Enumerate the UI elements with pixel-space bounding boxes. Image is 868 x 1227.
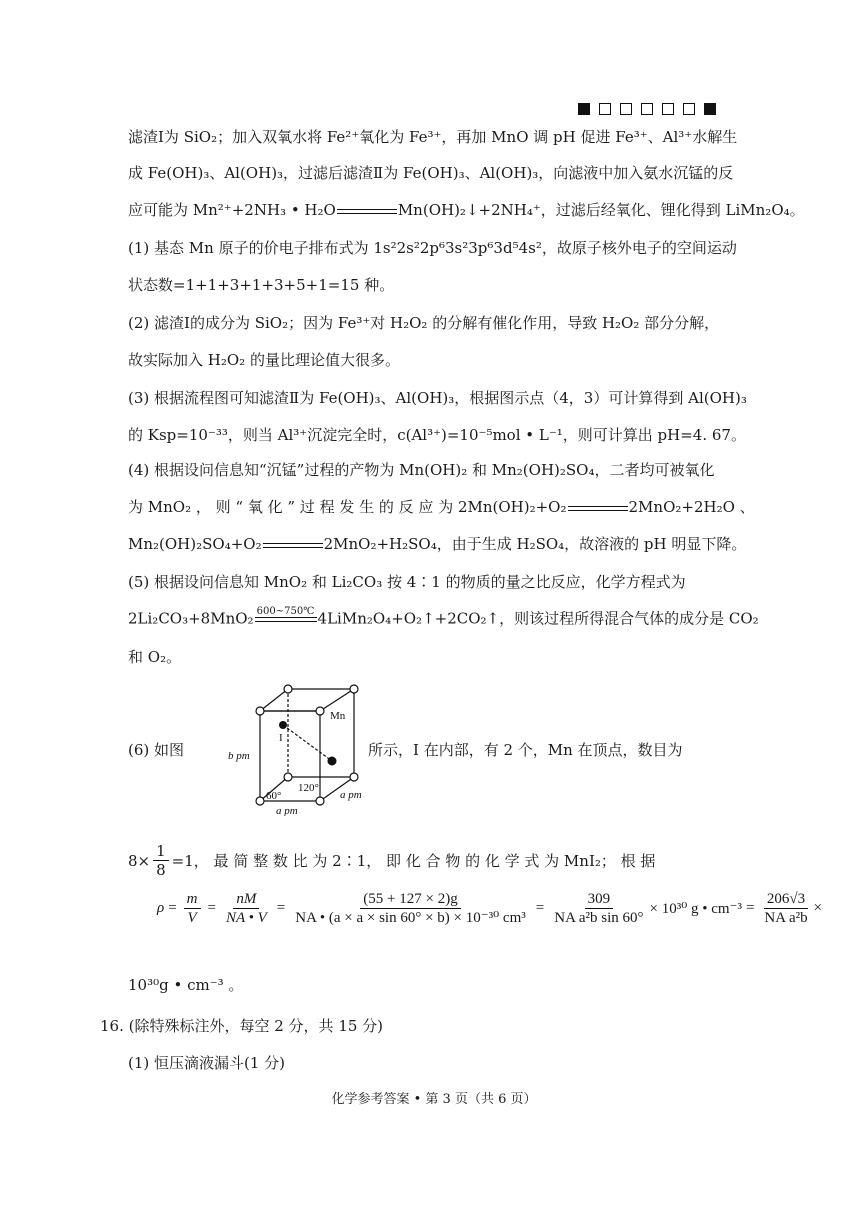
text-line: (6) 如图 — [128, 741, 185, 759]
reaction-condition: 600~750℃ — [255, 606, 317, 633]
marker-square — [599, 103, 611, 115]
text-line: 成 Fe(OH)₃、Al(OH)₃，过滤后滤渣Ⅱ为 Fe(OH)₃、Al(OH)₃，向滤液中加入氨水沉锰的反 — [128, 164, 734, 182]
density-formula: ρ = $\frac{m}{V}$ = $\frac{nM}{NA • V}$ = $\frac{(55 + 127 \times 2)g}{\text{NA • (a × a × sin 60° × b) × 10⁻³⁰ cm³}}$ = $\frac{309}{\text{NA a²b sin 60°}}$ × 10³⁰ g • cm⁻³ = $\frac{206√3}{\text{NA a²b}}$ × — [157, 891, 823, 926]
text-line — [128, 534, 746, 554]
label-i: I — [279, 732, 283, 744]
equals-bar — [263, 543, 323, 548]
label-angle-120: 120° — [298, 782, 319, 794]
text-line: (4) 根据设问信息知“沉锰”过程的产物为 Mn(OH)₂ 和 Mn₂(OH)₂SO₄，二者均可被氧化 — [128, 461, 715, 479]
fraction-nm-over-nav: $\frac{nM}{NA • V}$ — [225, 891, 267, 926]
fraction-mass-over-volume: $\frac{(55 + 127 \times 2)g}{\text{NA • (a × a × sin 60° × b) × 10⁻³⁰ cm³}}$ — [295, 891, 526, 926]
fraction-309: $\frac{309}{\text{NA a²b sin 60°}}$ — [554, 891, 644, 926]
equation-left: Mn₂(OH)₂SO₄+O₂ — [128, 535, 262, 553]
label-a-side: a pm — [340, 789, 362, 801]
text-line: (1) 恒压滴液漏斗(1 分) — [128, 1054, 286, 1072]
equals-bar — [337, 209, 397, 214]
marker-square — [620, 103, 632, 115]
iodine-atom-1 — [279, 721, 287, 729]
marker-square-filled — [704, 103, 716, 115]
equation-right: 4LiMn₂O₄+O₂↑+2CO₂↑，则该过程所得混合气体的成分是 CO₂ — [317, 609, 759, 628]
equals-bar — [568, 506, 628, 511]
equation-right: 2MnO₂+2H₂O 、 — [628, 498, 755, 516]
crystal-cell-diagram — [228, 681, 368, 816]
equation-right: 2MnO₂+H₂SO₄，由于生成 H₂SO₄，故溶液的 pH 明显下降。 — [323, 535, 747, 553]
equation-right: Mn(OH)₂↓+2NH₄⁺，过滤后经氧化、锂化得到 LiMn₂O₄。 — [397, 201, 805, 219]
text-line: (2) 滤渣Ⅰ的成分为 SiO₂；因为 Fe³⁺对 H₂O₂ 的分解有催化作用，导致 H₂O₂ 部分分解， — [128, 314, 720, 332]
label-b: b pm — [228, 750, 250, 762]
iodine-atom-2 — [328, 757, 337, 766]
text-line: 和 O₂。 — [128, 648, 182, 666]
label-mn: Mn — [330, 710, 346, 722]
text-line: 10³⁰g • cm⁻³ 。 — [128, 976, 244, 994]
fraction-206-root3: $\frac{206√3}{\text{NA a²b}}$ — [764, 891, 808, 926]
text-line: 8× $\frac{1}{8}$ =1， 最 简 整 数 比 为 2∶1， 即 化 合 物 的 化 学 式 为 MnI₂； 根 据 — [128, 842, 656, 879]
text-line — [128, 606, 759, 633]
equation-left: 为 MnO₂ ， 则 “ 氧 化 ” 过 程 发 生 的 反 应 为 2Mn(OH)₂+O₂ — [128, 498, 567, 516]
text-line: (5) 根据设问信息知 MnO₂ 和 Li₂CO₃ 按 4∶1 的物质的量之比反应，化学方程式为 — [128, 573, 686, 591]
text-line: 滤渣Ⅰ为 SiO₂；加入双氧水将 Fe²⁺氧化为 Fe³⁺，再加 MnO 调 pH 促进 Fe³⁺、Al³⁺水解生 — [128, 128, 738, 146]
equation-left: 2Li₂CO₃+8MnO₂ — [128, 609, 254, 628]
question-heading: 16. (除特殊标注外，每空 2 分，共 15 分) — [100, 1017, 384, 1035]
label-a-front: a pm — [276, 805, 298, 816]
page-marker-squares — [578, 103, 716, 115]
text-line: 的 Ksp=10⁻³³，则当 Al³⁺沉淀完全时，c(Al³⁺)=10⁻⁵mol • L⁻¹，则可计算出 pH=4. 67。 — [128, 426, 746, 444]
text-line — [128, 200, 805, 220]
label-angle-60: 60° — [266, 790, 282, 802]
text-line: 故实际加入 H₂O₂ 的量比理论值大很多。 — [128, 351, 400, 369]
marker-square — [662, 103, 674, 115]
marker-square — [641, 103, 653, 115]
marker-square-filled — [578, 103, 590, 115]
equation-left: 应可能为 Mn²⁺+2NH₃ • H₂O — [128, 201, 336, 219]
text-line: 所示，I 在内部，有 2 个，Mn 在顶点，数目为 — [368, 741, 683, 759]
text-line — [128, 497, 755, 517]
fraction-one-eighth: $\frac{1}{8}$ — [153, 842, 169, 879]
fraction-m-over-v: $\frac{m}{V}$ — [184, 890, 201, 927]
text-line: (3) 根据流程图可知滤渣Ⅱ为 Fe(OH)₃、Al(OH)₃，根据图示点（4，3）可计算得到 Al(OH)₃ — [128, 389, 747, 407]
text-line: (1) 基态 Mn 原子的价电子排布式为 1s²2s²2p⁶3s²3p⁶3d⁵4s²，故原子核外电子的空间运动 — [128, 239, 737, 257]
page-footer: 化学参考答案 • 第 3 页（共 6 页） — [331, 1092, 537, 1107]
marker-square — [683, 103, 695, 115]
text-line: 状态数=1+1+3+1+3+5+1=15 种。 — [128, 276, 395, 294]
